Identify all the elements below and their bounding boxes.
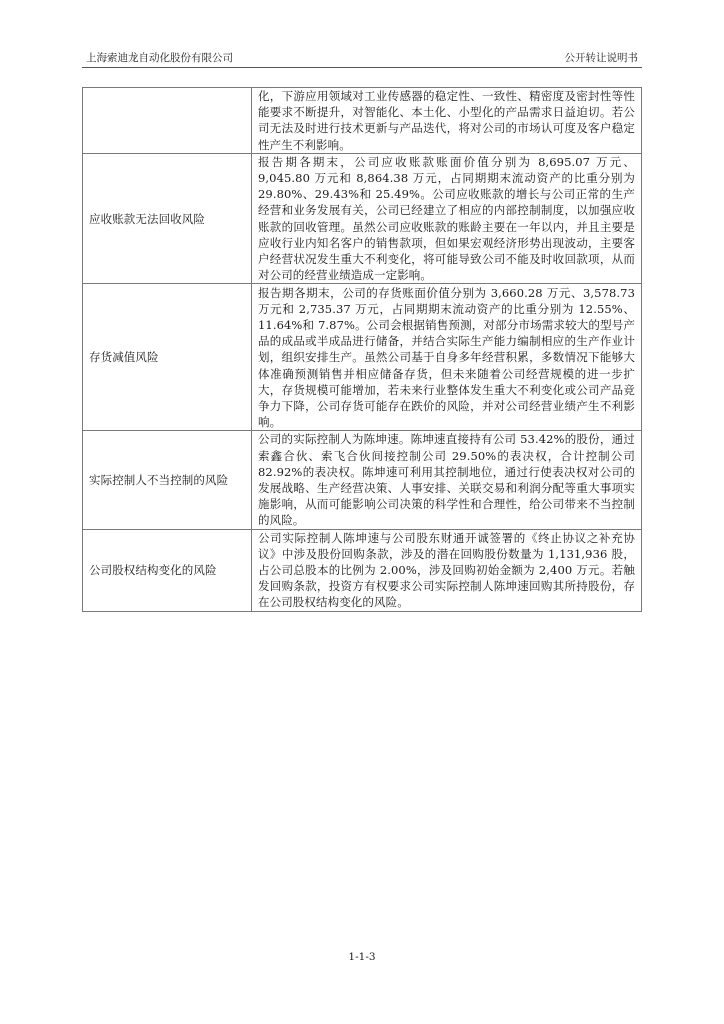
risk-name-cell: 实际控制人不当控制的风险 bbox=[83, 431, 252, 529]
page-header bbox=[82, 51, 642, 68]
risk-description-cell: 公司的实际控制人为陈坤速。陈坤速直接持有公司 53.42%的股份，通过索鑫合伙、索飞合伙间接控制公司 29.50%的表决权，合计控制公司 82.92%的表决权。陈坤速可利用其控制地位，通过行使表决权对公司的发展战略、生产经营决策、人事安排、关联交易和利润分配等重大事项实施影响，从而可能影响公司决策的科学性和合理性，给公司带来不当控制的风险。 bbox=[252, 431, 642, 529]
risk-description-cell: 报告期各期末，公司应收账款账面价值分别为 8,695.07 万元、9,045.80 万元和 8,864.38 万元，占同期期末流动资产的比重分别为 29.80%、29.43%和 25.49%。公司应收账款的增长与公司正常的生产经营和业务发展有关，公司已经建立了相应的内部控制制度，以加强应收账款的回收管理。虽然公司应收账款的账龄主要在一年以内，并且主要是应收行业内知名客户的销售款项，但如果宏观经济形势出现波动，主要客户经营状况发生重大不利变化，将可能导致公司不能及时收回款项，从而对公司的经营业绩造成一定影响。 bbox=[252, 153, 642, 284]
header-company-name: 上海索迪龙自动化股份有限公司 bbox=[86, 52, 233, 64]
page-number: 1-1-3 bbox=[348, 951, 376, 963]
table-row bbox=[83, 431, 642, 529]
risk-description-cell: 公司实际控制人陈坤速与公司股东财通开诚签署的《终止协议之补充协议》中涉及股份回购条款，涉及的潜在回购股份数量为 1,131,936 股，占公司总股本的比例为 2.00%，涉及回购初始金额为 2,400 万元。若触发回购条款，投资方有权要求公司实际控制人陈坤速回购其所持股份，存在公司股权结构变化的风险。 bbox=[252, 529, 642, 611]
risk-name-cell: 应收账款无法回收风险 bbox=[83, 153, 252, 284]
risk-name-cell: 存货减值风险 bbox=[83, 284, 252, 431]
header-document-title: 公开转让说明书 bbox=[564, 52, 638, 64]
risk-name-cell bbox=[83, 88, 252, 154]
risk-factor-table bbox=[82, 87, 642, 612]
risk-name-cell: 公司股权结构变化的风险 bbox=[83, 529, 252, 611]
risk-description-cell: 化，下游应用领域对工业传感器的稳定性、一致性、精密度及密封性等性能要求不断提升，对智能化、本土化、小型化的产品需求日益迫切。若公司无法及时进行技术更新与产品迭代，将对公司的市场认可度及客户稳定性产生不利影响。 bbox=[252, 88, 642, 154]
table-row bbox=[83, 529, 642, 611]
risk-description-cell: 报告期各期末，公司的存货账面价值分别为 3,660.28 万元、3,578.73 万元和 2,735.37 万元，占同期期末流动资产的比重分别为 12.55%、11.64%和 7.87%。公司会根据销售预测，对部分市场需求较大的型号产品的成品或半成品进行储备，并结合实际生产能力编制相应的生产作业计划，组织安排生产。虽然公司基于自身多年经营积累，多数情况下能够大体准确预测销售并相应储备存货，但未来随着公司经营规模的进一步扩大，存货规模可能增加，若未来行业整体发生重大不利变化或公司产品竞争力下降，公司存货可能存在跌价的风险，并对公司经营业绩产生不利影响。 bbox=[252, 284, 642, 431]
table-row bbox=[83, 88, 642, 154]
table-row bbox=[83, 153, 642, 284]
table-row bbox=[83, 284, 642, 431]
